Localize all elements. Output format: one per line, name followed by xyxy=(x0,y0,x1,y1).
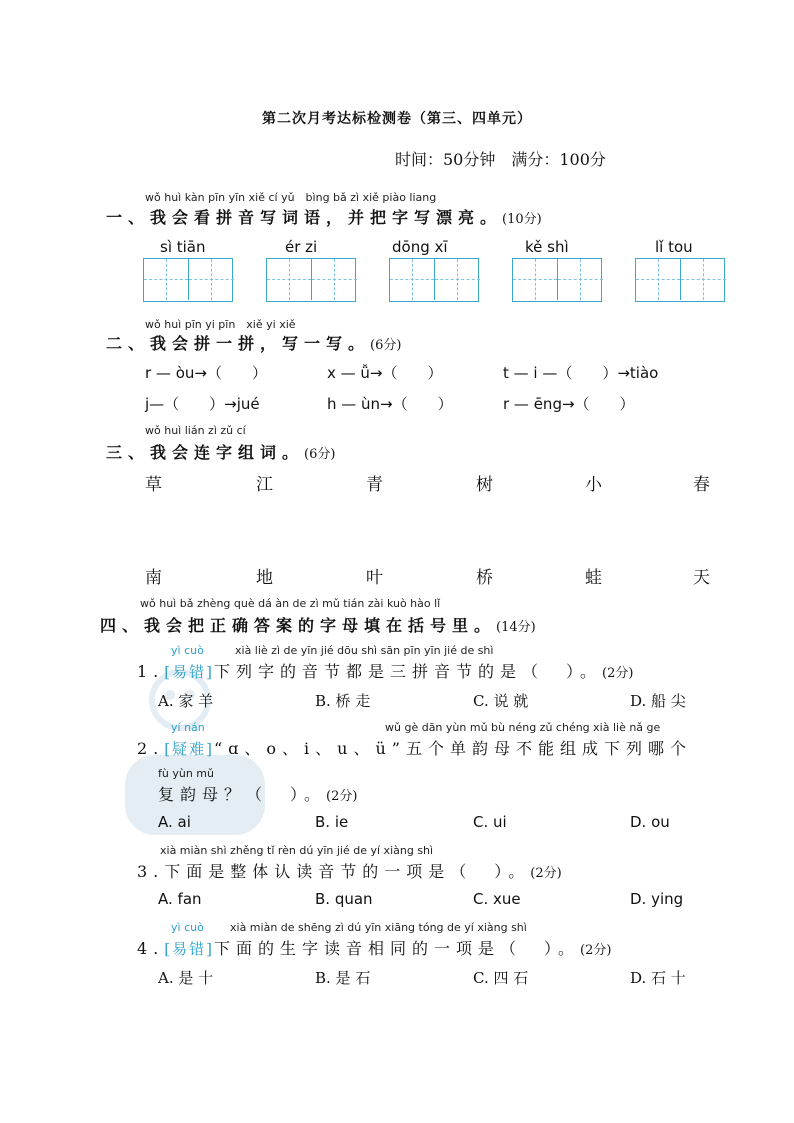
q2-option-d[interactable]: D. ou xyxy=(630,813,670,831)
spell-item-6[interactable]: r — ēng→（ ） xyxy=(503,395,635,413)
q1-pinyin: xià liè zì de yīn jié dōu shì sān pīn yīn jié de shì xyxy=(235,644,494,657)
match-char-bottom-2[interactable]: 地 xyxy=(256,568,273,588)
writing-grid-3[interactable] xyxy=(389,258,479,302)
match-char-top-6[interactable]: 春 xyxy=(693,475,710,495)
word-pinyin-1: sì tiān xyxy=(160,238,206,256)
q2-text-2: 复韵母？（ ）。 xyxy=(158,785,327,804)
section1-score: (10分) xyxy=(502,212,542,227)
section3-title-text: 三、我会连字组词。 xyxy=(106,443,305,462)
word-pinyin-3: dōng xī xyxy=(392,238,448,256)
q2-pinyin: wǔ gè dān yùn mǔ bù néng zǔ chéng xià liè nǎ ge xyxy=(385,721,661,734)
q1-text: 下列字的音节都是三拼音节的是（ ）。 xyxy=(213,662,602,681)
section2-pinyin: wǒ huì pīn yi pīn xiě yi xiě xyxy=(145,318,296,331)
q3-text: 下面是整体认读音节的一项是（ ）。 xyxy=(164,862,531,881)
match-char-bottom-1[interactable]: 南 xyxy=(145,568,162,588)
word-pinyin-2: ér zi xyxy=(285,238,318,256)
question-2 xyxy=(137,736,692,759)
spell-item-4[interactable]: j—（ ）→jué xyxy=(145,395,260,413)
spell-item-5[interactable]: h — ùn→（ ） xyxy=(327,395,453,413)
q4-option-c[interactable]: C. 四 石 xyxy=(473,969,529,987)
q1-score: (2分) xyxy=(602,666,634,681)
section4-pinyin: wǒ huì bǎ zhèng què dá àn de zì mǔ tián zài kuò hào lǐ xyxy=(140,597,441,610)
q2-option-c[interactable]: C. ui xyxy=(473,813,507,831)
section2-title xyxy=(106,331,401,354)
q4-number: 4. xyxy=(137,939,165,958)
match-char-bottom-3[interactable]: 叶 xyxy=(366,568,383,588)
q2-text: “ɑ、o、i、u、ü”五个单韵母不能组成下列哪个 xyxy=(213,739,692,758)
match-char-bottom-4[interactable]: 桥 xyxy=(476,568,493,588)
q2-number: 2. xyxy=(137,739,165,758)
q1-option-b[interactable]: B. 桥 走 xyxy=(315,692,371,710)
q3-score: (2分) xyxy=(530,866,562,881)
section3-pinyin: wǒ huì lián zì zǔ cí xyxy=(145,424,246,437)
match-char-top-1[interactable]: 草 xyxy=(145,475,162,495)
section2-title-text: 二、我会拼一拼，写一写。 xyxy=(106,334,371,353)
question-2-cont xyxy=(158,782,357,805)
question-3 xyxy=(137,859,562,882)
q2-tag-pinyin: yí nán xyxy=(171,721,205,734)
section1-title-text: 一、我会看拼音写词语，并把字写漂亮。 xyxy=(106,208,503,227)
q1-option-c[interactable]: C. 说 就 xyxy=(473,692,529,710)
writing-grid-1[interactable] xyxy=(143,258,233,302)
q1-option-d[interactable]: D. 船 尖 xyxy=(630,692,686,710)
word-pinyin-5: lǐ tou xyxy=(655,238,693,256)
q4-score: (2分) xyxy=(580,943,612,958)
q3-option-d[interactable]: D. ying xyxy=(630,890,684,908)
q1-tag-pinyin: yì cuò xyxy=(171,644,204,657)
writing-grid-2[interactable] xyxy=(266,258,356,302)
section2-score: (6分) xyxy=(370,338,402,353)
section4-score: (14分) xyxy=(496,620,536,635)
q1-tag: [易错] xyxy=(164,663,214,681)
section4-title xyxy=(100,613,536,636)
q4-option-b[interactable]: B. 是 石 xyxy=(315,969,371,987)
spell-item-3[interactable]: t — i —（ ）→tiào xyxy=(503,364,659,382)
q3-option-c[interactable]: C. xue xyxy=(473,890,521,908)
question-1 xyxy=(137,659,633,682)
time-score-info: 时间：50分钟 满分：100分 xyxy=(395,150,606,169)
q2-pinyin-2: fù yùn mǔ xyxy=(158,767,214,780)
q3-pinyin: xià miàn shì zhěng tǐ rèn dú yīn jié de yí xiàng shì xyxy=(160,844,434,857)
spell-item-2[interactable]: x — ǚ→（ ） xyxy=(327,364,443,382)
q2-tag: [疑难] xyxy=(164,740,214,758)
q4-option-a[interactable]: A. 是 十 xyxy=(158,969,214,987)
match-char-top-2[interactable]: 江 xyxy=(256,475,273,495)
match-char-top-3[interactable]: 青 xyxy=(366,475,383,495)
section1-title xyxy=(106,205,542,228)
q2-option-a[interactable]: A. ai xyxy=(158,813,191,831)
q4-option-d[interactable]: D. 石 十 xyxy=(630,969,686,987)
match-char-top-4[interactable]: 树 xyxy=(476,475,493,495)
q3-number: 3. xyxy=(137,862,165,881)
section1-pinyin: wǒ huì kàn pīn yīn xiě cí yǔ bìng bǎ zì xiě piào liang xyxy=(145,191,437,204)
spell-item-1[interactable]: r — òu→（ ） xyxy=(145,364,267,382)
match-char-bottom-6[interactable]: 天 xyxy=(693,568,710,588)
q3-option-a[interactable]: A. fan xyxy=(158,890,202,908)
q4-pinyin: xià miàn de shēng zì dú yīn xiāng tóng de yí xiàng shì xyxy=(230,921,527,934)
page-title: 第二次月考达标检测卷（第三、四单元） xyxy=(262,111,532,127)
q2-option-b[interactable]: B. ie xyxy=(315,813,349,831)
q1-number: 1. xyxy=(137,662,165,681)
q4-tag: [易错] xyxy=(164,940,214,958)
match-char-top-5[interactable]: 小 xyxy=(585,475,602,495)
section4-title-text: 四、我会把正确答案的字母填在括号里。 xyxy=(100,616,497,635)
q3-option-b[interactable]: B. quan xyxy=(315,890,373,908)
q1-option-a[interactable]: A. 家 羊 xyxy=(158,692,214,710)
q2-score: (2分) xyxy=(326,789,358,804)
writing-grid-4[interactable] xyxy=(512,258,602,302)
question-4 xyxy=(137,936,611,959)
section3-score: (6分) xyxy=(304,447,336,462)
match-char-bottom-5[interactable]: 蛙 xyxy=(585,568,602,588)
q4-tag-pinyin: yì cuò xyxy=(171,921,204,934)
writing-grid-5[interactable] xyxy=(635,258,725,302)
word-pinyin-4: kě shì xyxy=(525,238,569,256)
section3-title xyxy=(106,440,335,463)
q4-text: 下面的生字读音相同的一项是（ ）。 xyxy=(213,939,580,958)
